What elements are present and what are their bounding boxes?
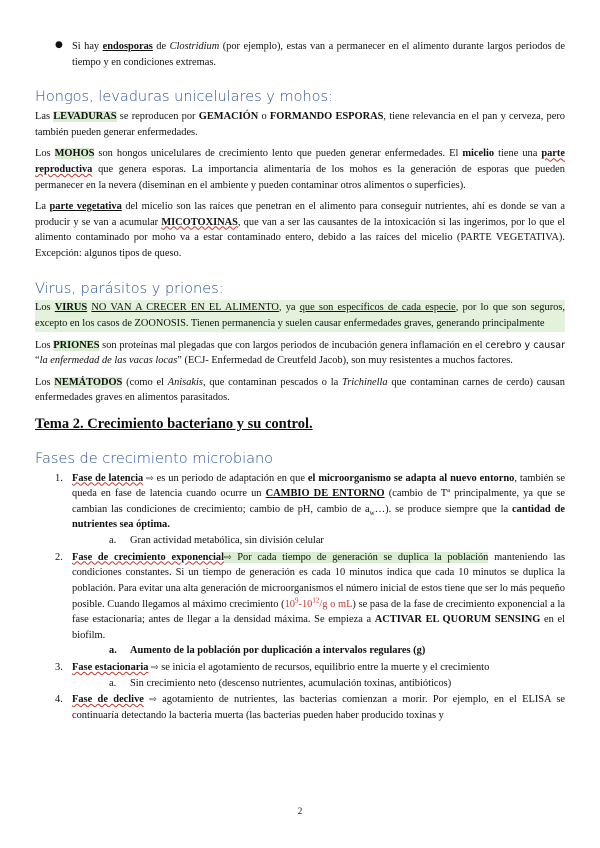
- arrow-right-icon: ⇨: [151, 662, 159, 673]
- arrow-right-icon: ⇨: [149, 695, 157, 706]
- levaduras-paragraph: Las LEVADURAS se reproducen por GEMACIÓN o FORMANDO ESPORAS, tiene relevancia en el pan y cerveza, pero también pueden generar enfermedades.: [35, 111, 566, 138]
- intro-bullet: ● Si hay endosporas de Clostridium (por ejemplo), estas van a permanecer en el alimento durante largos periodos de tiempo y en condiciones extremas.: [55, 40, 565, 68]
- tema-title: Tema 2. Crecimiento bacteriano y su control.: [35, 416, 313, 433]
- virus-term: VIRUS: [54, 302, 88, 314]
- priones-term: PRIONES: [53, 339, 100, 351]
- fases-heading: Fases de crecimiento microbiano: [35, 450, 274, 467]
- cambio-entorno-term: CAMBIO DE ENTORNO: [265, 488, 385, 500]
- hongos-heading: Hongos, levaduras unicelulares y mohos:: [35, 89, 333, 106]
- quorum-sensing-term: ACTIVAR EL QUORUM SENSING: [374, 614, 541, 626]
- no-crecer-phrase: NO VAN A CRECER EN EL ALIMENTO: [91, 302, 279, 314]
- list-item: 3. Fase estacionaria ⇨ se inicia el agotamiento de recursos, equilibrio entre la muerte y el crecimiento a. Sin crecimiento neto (descenso nutrientes, acumulación toxinas, antibióticos): [35, 660, 565, 691]
- sub-item: a. Aumento de la población por duplicación a intervalos regulares (g): [109, 645, 426, 657]
- document-page: [35, 30, 565, 724]
- fases-list: [35, 471, 565, 724]
- micotoxinas-term: MICOTOXINAS: [161, 216, 238, 228]
- endosporas-term: endosporas: [102, 41, 153, 52]
- arrow-right-icon: ⇨: [224, 552, 232, 563]
- anisakis-term: Anisakis: [167, 376, 203, 388]
- virus-heading: Virus, parásitos y priones:: [35, 280, 224, 297]
- vacas-locas-term: la enfermedad de las vacas locas: [39, 355, 178, 367]
- micelio-term: micelio: [462, 148, 495, 160]
- mohos-paragraph: Los MOHOS son hongos unicelulares de crecimiento lento que pueden generar enfermedades. El micelio tiene una parte reproductiva que genera esporas. La importancia alimentaria de los mohos es la generación de esporas que pueden permanecer en la nevera (diseminan en el ambiente y pueden contaminar otros alimentos o superficies).: [35, 148, 565, 191]
- especificos-phrase: que son específicos de cada especie: [299, 302, 456, 314]
- fase-declive-title: Fase de declive: [72, 694, 144, 706]
- gemacion-term: GEMACIÓN: [198, 111, 259, 123]
- list-item: 1. Fase de latencia ⇨ es un periodo de adaptación en que el microorganismo se adapta al nuevo entorno, también se queda en fase de latencia cuando ocurre un CAMBIO DE ENTORNO (cambio de Tª principalmente, ya que se cambian las condiciones de crecimiento; cambio de pH, cambio de $a_w\dots$). se produce siempre que la cantidad de nutrientes sea óptima. a. Gran actividad metabólica, sin división celular: [35, 471, 565, 549]
- levaduras-term: LEVADURAS: [53, 111, 117, 123]
- fase-estacionaria-title: Fase estacionaria: [72, 661, 149, 673]
- list-item: 4. Fase de declive ⇨ agotamiento de nutrientes, las bacterias comienzan a morir. Por ejemplo, en el ELISA se continuaría detectando la bacteria muerta (las bacterias pueden haber producido toxinas y: [55, 694, 565, 721]
- sub-item: a. Sin crecimiento neto (descenso nutrientes, acumulación toxinas, antibióticos): [109, 677, 452, 689]
- formando-esporas-term: FORMANDO ESPORAS: [269, 111, 384, 123]
- list-item: 2. Fase de crecimiento exponencial⇨ Por cada tiempo de generación se duplica la población manteniendo las condiciones constantes. Si un tiempo de generación es cada 10 minutos indica que cada 10 minutos se duplica la población. Para evitar una alta generación de microorganismos el número inicial de estos tiene que ser lo más pequeño posible. Cuando llegamos al máximo crecimiento ($10^9-10^{12}/g$ o mL) se pasa de la fase de crecimiento exponencial a la fase estacionaria; antes de llegar a la densidad máxima. Se empieza a ACTIVAR EL QUORUM SENSING en el biofilm. a. Aumento de la población por duplicación a intervalos regulares (g): [35, 550, 565, 659]
- arrow-right-icon: ⇨: [146, 473, 154, 484]
- parte-vegetativa-term: parte vegetativa: [49, 201, 122, 213]
- sub-item: a. Gran actividad metabólica, sin división celular: [109, 535, 324, 547]
- clostridium-term: Clostridium: [169, 41, 220, 52]
- priones-paragraph: Los PRIONES son proteínas mal plegadas que con largos periodos de incubación genera inflamación en el cerebro y causar “la enfermedad de las vacas locas” (ECJ- Enfermedad de Creutfeld Jacob), son muy resistentes a muchos factores.: [35, 339, 565, 367]
- fase-exponencial-title: Fase de crecimiento exponencial: [72, 551, 224, 563]
- mohos-term: MOHOS: [54, 148, 95, 160]
- trichinella-term: Trichinella: [342, 376, 388, 388]
- page-number: 2: [297, 806, 303, 816]
- parte-vegetativa-paragraph: La parte vegetativa del micelio son las raíces que penetran en el alimento para conseguir nutrientes, ahí es donde se van a producir y se van a acumular MICOTOXINAS, que van a ser las causantes de la intoxicación si las ingerimos, por lo que el alimento contaminado por moho va a estar contaminado entero, debido a las raíces del micelio (PARTE VEGETATIVA). Excepción: algunos tipos de queso.: [35, 201, 565, 259]
- parte-reproductiva-term: parte reproductiva: [35, 148, 565, 175]
- bullet-dot-icon: ●: [55, 40, 63, 50]
- virus-paragraph: Los VIRUS NO VAN A CRECER EN EL ALIMENTO, ya que son específicos de cada especie, por lo que son seguros, excepto en los casos de ZOONOSIS. Tienen permanencia y suelen causar enfermedades graves, generando principalmente: [35, 300, 565, 331]
- fase-latencia-title: Fase de latencia: [72, 472, 144, 484]
- nematodos-term: NEMÁTODOS: [54, 376, 123, 388]
- nematodos-paragraph: Los NEMÁTODOS (como el Anisakis, que contaminan pescados o la Trichinella que contaminan carnes de cerdo) causan enfermedades graves en alimentos parasitados.: [35, 376, 565, 404]
